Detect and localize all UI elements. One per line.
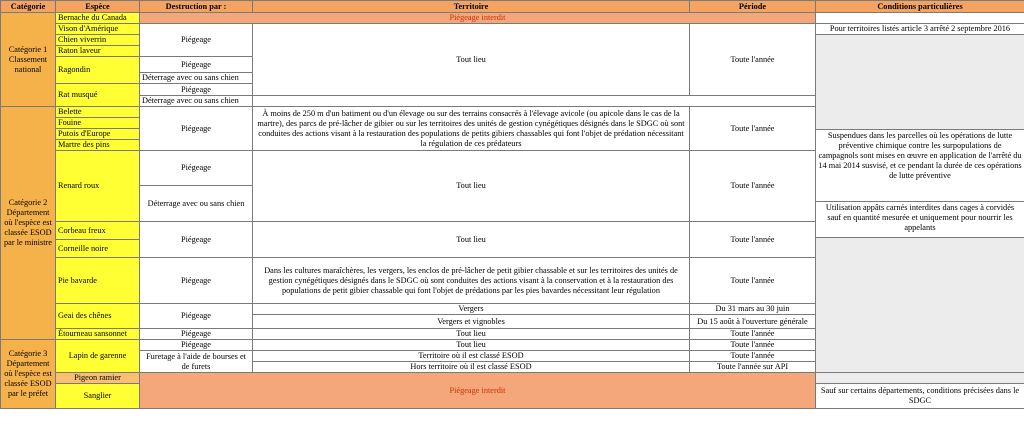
table-row <box>1 13 1024 24</box>
territoire-tout-lieu: Tout lieu <box>253 222 690 258</box>
destruction-deterrage: Déterrage avec ou sans chien <box>140 186 253 222</box>
species-martre: Martre des pins <box>56 140 140 151</box>
table-row <box>1 24 1024 35</box>
category-2: Catégorie 2 Département où l'espèce est classée ESOD par le ministre <box>1 107 56 340</box>
destruction-piegeage: Piégeage <box>140 57 253 73</box>
species-rat-musque: Rat musqué <box>56 84 140 107</box>
species-sanglier: Sanglier <box>56 384 140 409</box>
periode-api: Toute l'année sur API <box>690 362 816 373</box>
conditions-corvides: Utilisation appâts carnés interdites dans cages à corvidés sauf en quantité mesurée et uniquement pour nourrir les appelants <box>816 202 1024 238</box>
header-territoire: Territoire <box>253 1 690 13</box>
territoire-vergers: Vergers <box>253 304 690 315</box>
destruction-furetage: Furetage à l'aide de bourses et de furets <box>140 351 253 373</box>
species-lapin: Lapin de garenne <box>56 340 140 373</box>
header-periode: Période <box>690 1 816 13</box>
species-pie: Pie bavarde <box>56 258 140 304</box>
species-raton: Raton laveur <box>56 46 140 57</box>
conditions-blank <box>816 373 1024 384</box>
conditions-blank-area <box>816 35 1024 373</box>
destruction-piegeage: Piégeage <box>140 329 253 340</box>
header-espece: Espèce <box>56 1 140 13</box>
destruction-piegeage: Piégeage <box>140 107 253 151</box>
destruction-deterrage: Déterrage avec ou sans chien <box>140 96 253 107</box>
piegeage-interdit-cell: Piégeage interdit <box>140 373 816 409</box>
species-belette: Belette <box>56 107 140 118</box>
destruction-piegeage: Piégeage <box>140 258 253 304</box>
species-geai: Geai des chênes <box>56 304 140 329</box>
piegeage-interdit-cell: Piégeage interdit <box>140 13 816 24</box>
destruction-piegeage: Piégeage <box>140 340 253 351</box>
species-corneille: Corneille noire <box>56 240 140 258</box>
territoire-esod: Territoire où il est classé ESOD <box>253 351 690 362</box>
periode-toute-annee: Toute l'année <box>690 329 816 340</box>
species-pigeon: Pigeon ramier <box>56 373 140 384</box>
territoire-belette: À moins de 250 m d'un batiment ou d'un élevage ou sur des terrains consacrés à l'élevage avicole (ou apicole dans le cas de la martre), des parcs de pré-lâcher de gibier ou sur les territoires des unités de gestion cynégétiques désignés dans le SDGC où sont conduites des actions visant à la restauration des populations de petits gibiers chassables qui font l'objet de prédation nécessitant la régulation de ces prédateurs <box>253 107 690 151</box>
conditions-spacer <box>816 35 1024 129</box>
header-destruction: Destruction par : <box>140 1 253 13</box>
periode-toute-annee: Toute l'année <box>690 24 816 96</box>
species-ragondin: Ragondin <box>56 57 140 84</box>
destruction-piegeage: Piégeage <box>140 84 253 96</box>
destruction-piegeage: Piégeage <box>140 304 253 329</box>
destruction-piegeage: Piégeage <box>140 24 253 57</box>
species-fouine: Fouine <box>56 118 140 129</box>
territoire-hors-esod: Hors territoire où il est classé ESOD <box>253 362 690 373</box>
header-conditions: Conditions particulières <box>816 1 1024 13</box>
periode-toute-annee: Toute l'année <box>690 222 816 258</box>
species-putois: Putois d'Europe <box>56 129 140 140</box>
species-vison: Vison d'Amérique <box>56 24 140 35</box>
header-categorie: Catégorie <box>1 1 56 13</box>
species-renard: Renard roux <box>56 151 140 222</box>
species-etourneau: Étourneau sansonnet <box>56 329 140 340</box>
destruction-piegeage: Piégeage <box>140 151 253 186</box>
species-chien-viverrin: Chien viverrin <box>56 35 140 46</box>
territoire-pie: Dans les cultures maraîchères, les vergers, les enclos de pré-lâcher de petit gibier chassable et sur les territoires des unités de gestion cynégétiques désignés dans le SDGC où sont conduites des actions visant à la conservation et à la restauration des populations de petit gibier chassable qui font l'objet de prédations par les pies bavardes nécessitant leur régulation <box>253 258 690 304</box>
conditions-renard: Suspendues dans les parcelles où les opérations de lutte préventive chimique contre les surpopulations de campagnols sont mises en œuvre en application de l'arrêté du 14 mai 2014 susvisé, et ce pendant la durée de ces opérations de lutte préventive <box>816 129 1024 202</box>
periode-toute-annee: Toute l'année <box>690 258 816 304</box>
destruction-deterrage: Déterrage avec ou sans chien <box>140 73 253 84</box>
header-row <box>1 1 1024 13</box>
territoire-tout-lieu: Tout lieu <box>253 329 690 340</box>
conditions-empty <box>816 13 1024 24</box>
territoire-vergers-vignobles: Vergers et vignobles <box>253 315 690 329</box>
periode-toute-annee: Toute l'année <box>690 151 816 222</box>
periode-mars-juin: Du 31 mars au 30 juin <box>690 304 816 315</box>
category-3: Catégorie 3 Département où l'espèce est classée ESOD par le préfet <box>1 340 56 409</box>
table-row <box>1 373 1024 384</box>
periode-aout: Du 15 août à l'ouverture générale <box>690 315 816 329</box>
conditions-arrete: Pour territoires listés article 3 arrêté 2 septembre 2016 <box>816 24 1024 35</box>
periode-toute-annee: Toute l'année <box>690 107 816 151</box>
territoire-tout-lieu: Tout lieu <box>253 151 690 222</box>
species-corbeau: Corbeau freux <box>56 222 140 240</box>
territoire-tout-lieu: Tout lieu <box>253 340 690 351</box>
destruction-piegeage: Piégeage <box>140 222 253 258</box>
category-1: Catégorie 1 Classement national <box>1 13 56 107</box>
territoire-tout-lieu: Tout lieu <box>253 24 690 96</box>
species-bernache: Bernache du Canada <box>56 13 140 24</box>
periode-toute-annee: Toute l'année <box>690 351 816 362</box>
periode-toute-annee: Toute l'année <box>690 340 816 351</box>
conditions-sanglier: Sauf sur certains départements, conditions précisées dans le SDGC <box>816 384 1024 409</box>
